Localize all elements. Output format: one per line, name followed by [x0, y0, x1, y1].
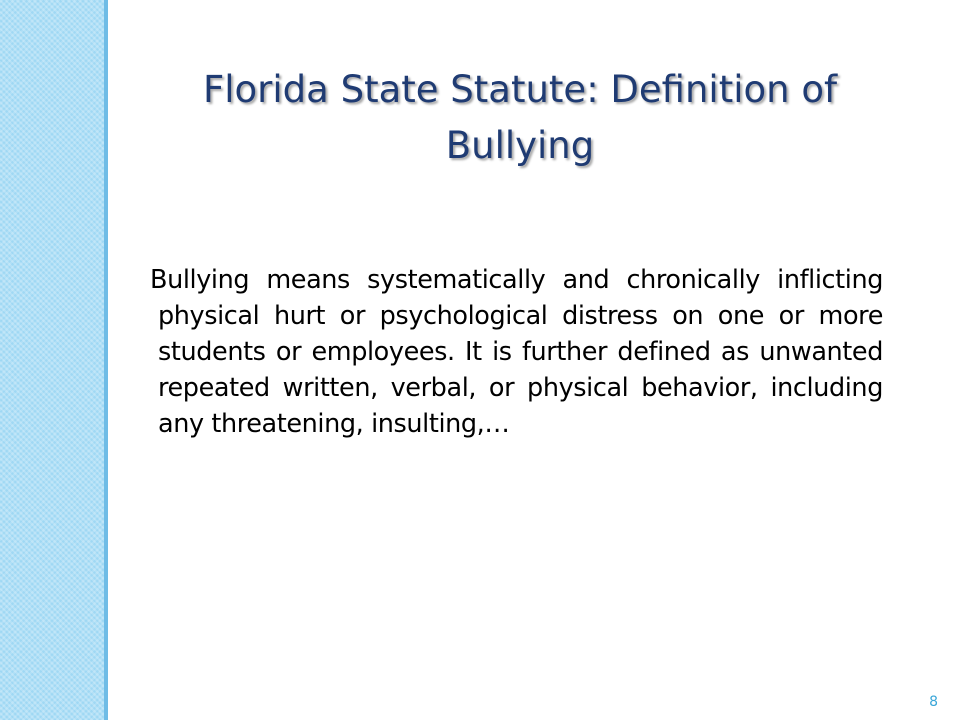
- sidebar-edge-divider: [104, 0, 108, 720]
- decorative-sidebar: [0, 0, 104, 720]
- slide-title: Florida State Statute: Definition of Bullying: [202, 68, 838, 167]
- page-number: 8: [929, 694, 938, 710]
- slide-body-text: Bullying means systematically and chronically inflicting physical hurt or psychological distress on one or more students or employees. It is further defined as unwanted repeated written, verbal, or physical behavior, including any threatening, insulting,…: [150, 265, 883, 439]
